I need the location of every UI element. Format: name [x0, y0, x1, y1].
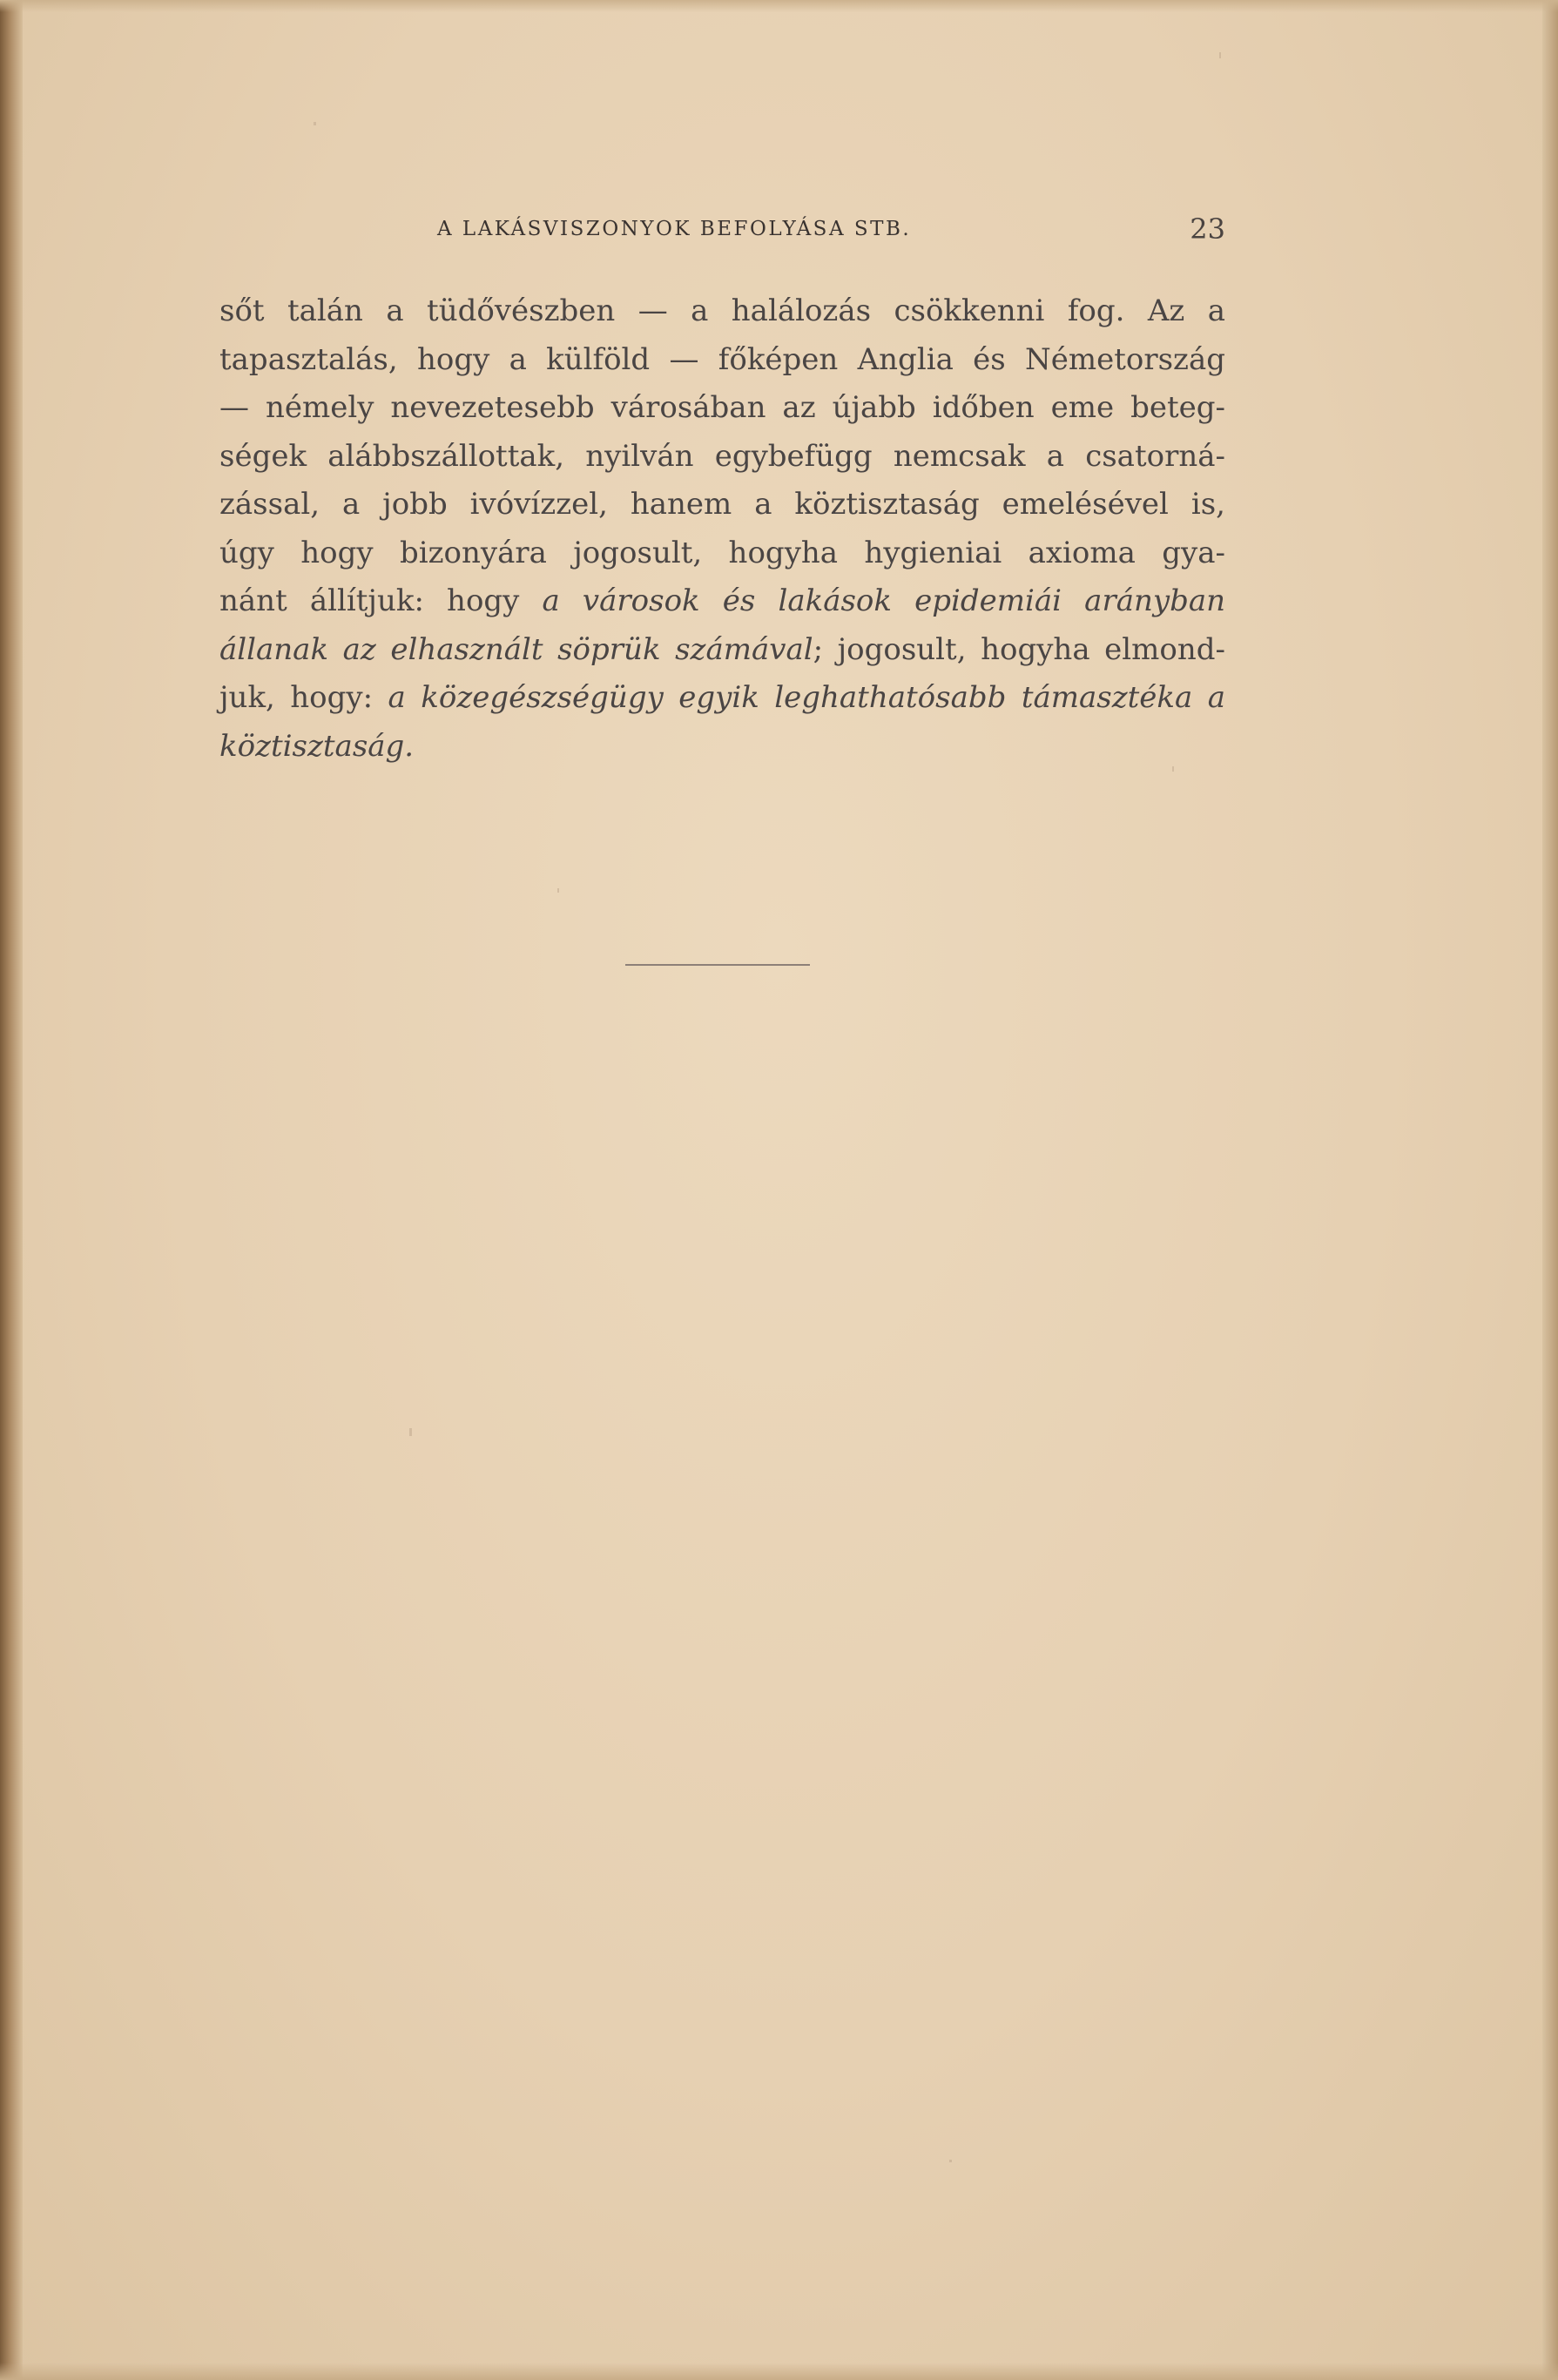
text-segment: ségek alábbszállottak, nyilván egybefügg nemcsak a csatorná-: [219, 438, 1225, 474]
bottom-page-edge: [0, 2363, 1558, 2380]
running-head: [219, 212, 1225, 253]
body-paragraph: [219, 287, 1225, 771]
text-line: [219, 287, 1225, 336]
paper-speck: [1172, 766, 1174, 772]
text-line: [219, 481, 1225, 529]
text-segment: úgy hogy bizonyára jogosult, hogyha hygieniai axioma gya-: [219, 535, 1225, 570]
text-segment: juk, hogy:: [219, 680, 388, 715]
text-line: [219, 577, 1225, 626]
text-segment: — némely nevezetesebb városában az újabb időben eme beteg-: [219, 390, 1225, 425]
text-line: [219, 336, 1225, 385]
paper-speck: [949, 2160, 952, 2162]
text-segment: ; jogosult, hogyha elmond-: [813, 631, 1225, 667]
top-page-edge: [0, 0, 1558, 12]
paper-speck: [557, 888, 559, 893]
text-line: [219, 674, 1225, 723]
text-line: [219, 529, 1225, 578]
running-title: A LAKÁSVISZONYOK BEFOLYÁSA STB.: [437, 218, 912, 240]
paper-speck: [1219, 52, 1221, 58]
text-segment: tapasztalás, hogy a külföld — főképen Anglia és Németország: [219, 341, 1225, 377]
text-segment: sőt talán a tüdővészben — a halálozás csökkenni fog. Az a: [219, 293, 1225, 328]
italic-text-segment: a városok és lakások epidemiái arányban: [542, 583, 1226, 618]
text-line: [219, 626, 1225, 675]
italic-text-segment: a közegészségügy egyik leghathatósabb támasztéka a: [388, 680, 1225, 715]
paper-speck: [409, 1428, 412, 1436]
italic-text-segment: állanak az elhasznált söprük számával: [219, 631, 813, 667]
binding-edge: [0, 0, 23, 2380]
text-segment: zással, a jobb ivóvízzel, hanem a köztisztaság emelésével is,: [219, 487, 1225, 522]
text-line: [219, 384, 1225, 433]
right-page-edge: [1542, 0, 1558, 2380]
text-line: [219, 433, 1225, 482]
text-segment: nánt állítjuk: hogy: [219, 583, 543, 618]
paper-speck: [314, 122, 316, 125]
page-number: 23: [1190, 212, 1225, 246]
end-rule: [625, 964, 810, 966]
italic-text-segment: köztisztaság.: [219, 728, 415, 764]
text-line: [219, 723, 1225, 772]
